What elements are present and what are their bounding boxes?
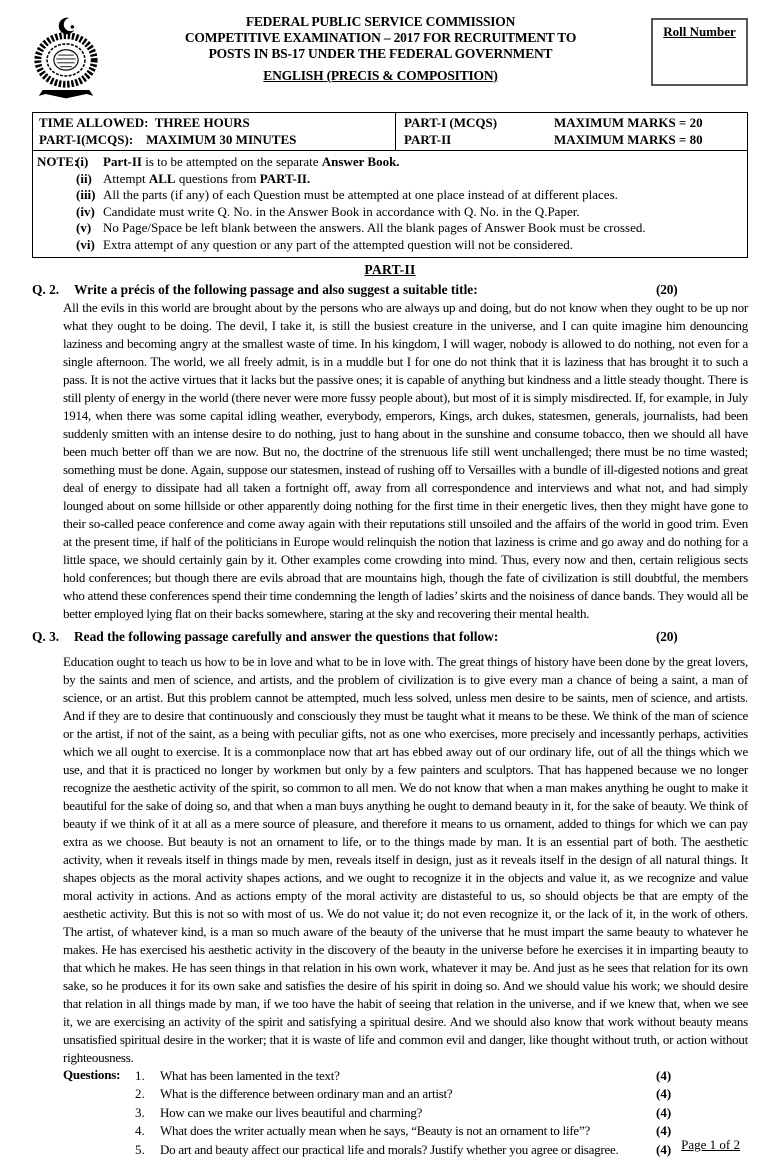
sub-question-row <box>135 1122 748 1140</box>
note-label <box>37 237 76 254</box>
note-item <box>37 204 741 221</box>
question-number: Q. 3. <box>32 629 60 644</box>
part1-marks: MAXIMUM MARKS = 20 <box>554 115 703 130</box>
info-table-header <box>33 113 747 151</box>
part2-heading-row <box>32 261 748 279</box>
sub-question-row <box>135 1067 748 1085</box>
sub-question-text: What is the difference between ordinary man and an artist? <box>160 1086 453 1102</box>
roll-number-box[interactable] <box>651 18 748 86</box>
sub-question-row <box>135 1104 748 1122</box>
question-marks: (20) <box>656 629 678 644</box>
part2-marks: MAXIMUM MARKS = 80 <box>554 131 703 147</box>
note-number: (iv) <box>76 203 95 219</box>
marks-row-part1 <box>404 115 739 132</box>
exam-title: COMPETITIVE EXAMINATION – 2017 FOR RECRUITMENT TO <box>184 30 577 45</box>
note-text: Extra attempt of any question or any part of the attempted question will not be considered. <box>103 236 574 252</box>
roll-number-label: Roll Number <box>663 24 736 39</box>
sub-question-text: Do art and beauty affect our practical life and morals? Justify whether you agree or disagree. <box>160 1141 619 1157</box>
question-title: Write a précis of the following passage and also suggest a suitable title: <box>74 282 478 297</box>
sub-question-number: 5. <box>135 1141 145 1157</box>
marks-cell <box>396 113 747 150</box>
note-number: (i) <box>76 154 89 169</box>
part2-heading: PART-II <box>364 262 416 277</box>
note-text: All the parts (if any) of each Question must be attempted at one place instead of at different places. <box>103 187 618 202</box>
sub-questions <box>63 1067 748 1159</box>
part2-label: PART-II <box>404 131 452 147</box>
question-2 <box>32 281 748 623</box>
note-text: Attempt ALL questions from PART-II. <box>103 170 311 186</box>
note-number: (vi) <box>76 236 95 252</box>
note-label <box>37 187 76 204</box>
part1-time-text: PART-I(MCQS): MAXIMUM 30 MINUTES <box>39 131 297 147</box>
exam-subtitle: POSTS IN BS-17 UNDER THE FEDERAL GOVERNMENT <box>208 46 553 61</box>
paper-header <box>32 10 748 107</box>
part1-label: PART-I (MCQS) <box>404 115 498 130</box>
note-item <box>37 171 741 188</box>
question-title: Read the following passage carefully and answer the questions that follow: <box>74 629 499 644</box>
note-item <box>37 187 741 204</box>
info-table <box>32 112 748 258</box>
question-2-passage: All the evils in this world are brought about by the persons who are always up and doing, but do not know when they ought to be up nor what they ought to be doing. The devil, I take it, is still the busiest creature in the universe, and I can quite imagine him denouncing laziness and becoming angry at the smallest waste of time. In his kingdom, I will wager, nobody is allowed to do nothing, not even for a single afternoon. The world, we all freely admit, is in a muddle but I for one do not think that it is laziness that has brought it to such a pass. It is not the active virtues that it lacks but the passive ones; it is capable of anything but kindness and a little steady thought. There is still plenty of energy in the world (there never were more fussy people about), but most of it is simply misdirected. If, for example, in July 1914, when there was some capital idling weather, everybody, emperors, Kings, arch dukes, statesmen, generals, journalists, had been suddenly smitten with an intense desire to do nothing, just to hang about in the sunshine and consume tobacco, then we should all have been much better off than we are now. But no, the doctrine of the strenuous life still went unchallenged; there must be no time wasted; something must be done. Again, suppose our statesmen, instead of rushing off to Versailles with a bundle of ill-digested notions and great deal of energy to dissipate had all taken a fortnight off, away from all correspondence and interviews and what not, and had simply lounged about on some hillside or other apparently doing nothing for the first time in their energetic lives, then they might have gone to their so-called peace conference and come away again with their reputations still unsoiled and the affairs of the world in good trim. Even at the present time, if half of the politicians in Europe would relinquish the notion that laziness is crime and go away and do nothing for a little space, we should certainly gain by it. Other examples come crowding into mind. Thus, every now and then, certain religious sects hold conferences; but though there are evils abroad that are mountains high, though the fate of civilization is still doubtful, the members who attend these conferences spend their time condemning the length of ladies’ skirts and the noisiness of dance bands. They would all be better employed lying flat on their backs somewhere, staring at the sky and recovering their mental health. <box>63 300 748 621</box>
note-text: Candidate must write Q. No. in the Answer Book in accordance with Q. No. in the Q.Paper. <box>103 203 580 219</box>
sub-question-text: What has been lamented in the text? <box>160 1068 340 1083</box>
note-section <box>33 151 747 257</box>
question-marks: (20) <box>656 282 678 297</box>
sub-question-row <box>135 1141 748 1159</box>
fpsc-emblem-icon <box>32 10 110 107</box>
note-item <box>37 154 741 171</box>
subject-title: ENGLISH (PRECIS & COMPOSITION) <box>263 68 498 83</box>
sub-question-marks: (4) <box>656 1068 672 1083</box>
sub-question-number: 4. <box>135 1123 145 1139</box>
sub-question-marks: (4) <box>656 1141 672 1157</box>
note-item <box>37 237 741 254</box>
note-label <box>37 171 76 188</box>
question-number: Q. 2. <box>32 282 60 297</box>
sub-question-number: 3. <box>135 1104 145 1120</box>
fpsc-emblem-svg <box>32 14 100 102</box>
question-3-passage: Education ought to teach us how to be in love and what to be in love with. The great things of history have been done by the great lovers, by the saints and men of science, and artists, and the problem of civilization is to give every man a chance of being a saint, a man of science, or an artist. But this problem cannot be attempted, much less solved, unless men desire to be saints, men of science, and artists. And if they are to desire that continuously and consciously they must be taught what it means to be these. We think of the man of science or the artist, if not of the saint, as a being with peculiar gifts, not as one who exercises, more precisely and incessantly perhaps, activities which we all ought to exercise. It is a commonplace now that art has ebbed away out of our ordinary life, out of all the things which we use, and that it is practiced no longer by workmen but only by a few painters and sculptors. That has happened because we no longer recognize the aesthetic activity of the spirit, so common to all men. We do not know that when a man makes anything he ought to make it beautiful for the sake of doing so, and that when a man buys anything he ought to demand beauty in it, for the sake of beauty. We think of beauty if we think of it at all as a mere source of pleasure, and therefore it means to us ornament, added to things for which we can pay extra as we choose. But beauty is not an ornament to life, or to the things made by man. It is an essential part of both. The aesthetic activity, when it reveals itself in things made by men, reveals itself in design, just as it reveals itself in the design of all natural things. It shapes objects as the moral activity shapes actions, and we ought to recognize it in the objects and value it, as we recognize and value moral activity in actions. And as actions empty of the moral activity are distasteful to us, so should objects be that are empty of the aesthetic activity. But this is not so with most of us. We do not value it; do not even recognize it, or the lack of it, in the work of others. The artist, of whatever kind, is a man so much aware of the beauty of the universe that he must impart the same beauty to whatever he makes. He has exercised his aesthetic activity in the discovery of the beauty in the universe before he exercises it in imparting beauty to that which he makes. He has seen things in that relation in his own work, whatever it may be. And just as he sees that relation for its own sake, so he produces it for its own sake and satisfies the desire of his spirit in doing so. And we should value his work; we should desire that relation in all things made by man, if we too have the habit of seeing that relation in the universe, and if we knew that, when we see it, we are exercising an activity of the spirit and satisfying a spiritual desire. And we should also know that work without beauty means unsatisfied spiritual desire in the worker; that it is waste of life and common evil and danger, like thought without truth, or action without righteousness. <box>63 654 748 1065</box>
sub-question-text: How can we make our lives beautiful and charming? <box>160 1104 423 1120</box>
questions-label: Questions: <box>63 1067 121 1082</box>
sub-question-marks: (4) <box>656 1123 672 1139</box>
sub-question-text: What does the writer actually mean when he says, “Beauty is not an ornament to life”? <box>160 1123 590 1139</box>
sub-question-number: 1. <box>135 1068 145 1083</box>
sub-question-marks: (4) <box>656 1104 672 1120</box>
note-label: NOTE: <box>37 154 79 169</box>
sub-question-list <box>135 1067 748 1159</box>
marks-row-part2 <box>404 132 739 149</box>
time-allowed-cell <box>33 113 396 150</box>
question-3-head <box>32 628 748 646</box>
note-label <box>37 204 76 221</box>
note-item <box>37 220 741 237</box>
note-number: (ii) <box>76 170 92 186</box>
sub-question-number: 2. <box>135 1086 145 1102</box>
note-text: Part-II is to be attempted on the separate Answer Book. <box>103 154 400 169</box>
org-title: FEDERAL PUBLIC SERVICE COMMISSION <box>245 14 516 29</box>
note-number: (v) <box>76 220 92 235</box>
note-number: (iii) <box>76 187 96 202</box>
sub-question-row <box>135 1085 748 1103</box>
question-2-head <box>32 281 748 299</box>
question-3 <box>32 628 748 1159</box>
sub-question-marks: (4) <box>656 1086 672 1102</box>
note-text: No Page/Space be left blank between the answers. All the blank pages of Answer Book must be crossed. <box>103 220 646 235</box>
note-label <box>37 220 76 237</box>
time-allowed-text: TIME ALLOWED: THREE HOURS <box>39 115 250 130</box>
page-number: Page 1 of 2 <box>681 1137 740 1152</box>
